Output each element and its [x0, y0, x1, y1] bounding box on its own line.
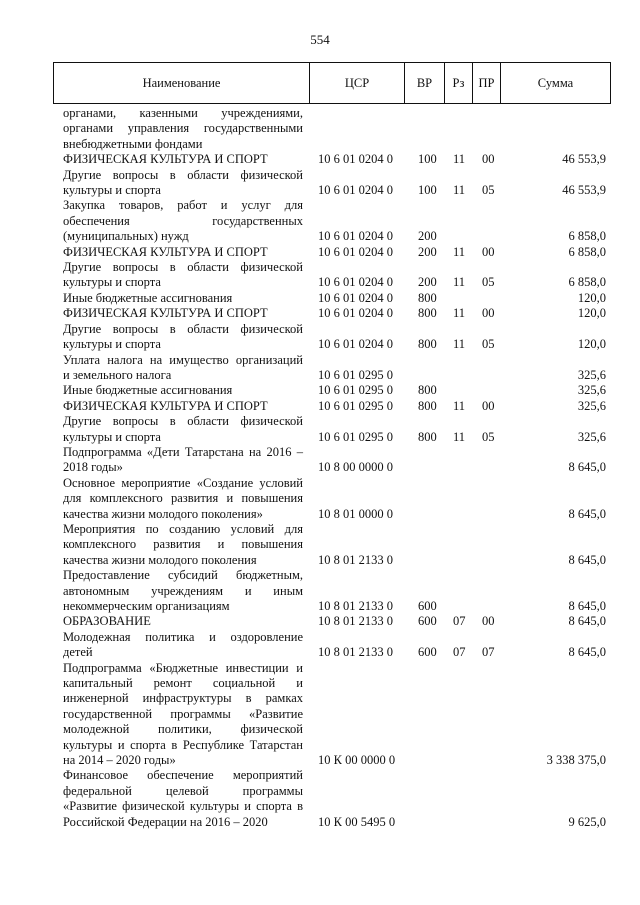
row-name [63, 106, 303, 152]
table-row [0, 414, 640, 445]
row-rz: 11 [453, 152, 466, 167]
row-sum: 120,0 [577, 290, 606, 305]
row-pr: 05 [482, 429, 495, 444]
row-csr: 10 6 01 0204 0 [318, 337, 393, 352]
row-sum: 325,6 [577, 429, 606, 444]
row-name-line: ФИЗИЧЕСКАЯ КУЛЬТУРА И СПОРТ [63, 306, 268, 321]
row-name [63, 630, 303, 661]
table-row [0, 614, 640, 629]
table-row [0, 661, 640, 769]
row-name-line: комплексного развития и повышения [63, 537, 303, 552]
header-sum: Сумма [537, 75, 574, 90]
table-row [0, 445, 640, 476]
row-sum: 8 645,0 [568, 506, 606, 521]
row-rz: 11 [453, 275, 466, 290]
row-name [63, 522, 303, 568]
row-vr: 800 [418, 290, 437, 305]
row-name-line: внебюджетными фондами [63, 136, 203, 151]
row-pr: 00 [482, 152, 495, 167]
table-row [0, 383, 640, 398]
row-name-line: Молодежная политика и оздоровление [63, 629, 303, 644]
row-sum: 8 645,0 [568, 460, 606, 475]
row-csr: 10 6 01 0295 0 [318, 398, 393, 413]
row-csr: 10 6 01 0204 0 [318, 244, 393, 259]
row-vr: 600 [418, 645, 437, 660]
row-sum: 325,6 [577, 367, 606, 382]
row-name-line: Мероприятия по созданию условий для [63, 521, 303, 536]
row-name-line: культуры и спорта [63, 429, 161, 444]
row-sum: 6 858,0 [568, 229, 606, 244]
row-name-line: на 2014 – 2020 годы» [63, 753, 176, 768]
row-rz: 11 [453, 244, 466, 259]
table-row [0, 476, 640, 522]
row-name [63, 414, 303, 445]
row-rz: 11 [453, 429, 466, 444]
row-name-line: культуры и спорта [63, 337, 161, 352]
row-name [63, 661, 303, 769]
row-csr: 10 6 01 0204 0 [318, 152, 393, 167]
row-vr: 200 [418, 244, 437, 259]
table-header [53, 62, 611, 104]
row-vr: 600 [418, 599, 437, 613]
row-name-line: Финансовое обеспечение мероприятий [63, 768, 303, 783]
header-csr: ЦСР [310, 63, 405, 103]
row-name-line: обеспечения государственных [63, 213, 303, 228]
row-name-line: ФИЗИЧЕСКАЯ КУЛЬТУРА И СПОРТ [63, 398, 268, 413]
table-row [0, 399, 640, 414]
row-pr: 05 [482, 183, 495, 198]
table-row [0, 353, 640, 384]
table-body [0, 106, 640, 830]
row-csr: 10 8 01 2133 0 [318, 552, 393, 567]
row-csr: 10 8 01 2133 0 [318, 645, 393, 660]
header-vr: ВР [405, 63, 445, 103]
row-name-line: органами управления государственными [63, 121, 303, 136]
row-vr: 100 [418, 152, 437, 167]
row-name-line: Предоставление субсидий бюджетным, [63, 568, 303, 583]
row-name-line: качества жизни молодого поколения» [63, 506, 263, 521]
table-row [0, 306, 640, 321]
row-vr: 600 [418, 614, 437, 629]
row-rz: 07 [453, 645, 466, 660]
row-name-line: ФИЗИЧЕСКАЯ КУЛЬТУРА И СПОРТ [63, 152, 268, 167]
row-name-line: культуры и спорта [63, 183, 161, 198]
row-vr: 800 [418, 398, 437, 413]
row-name [63, 568, 303, 614]
row-sum: 3 338 375,0 [546, 753, 606, 768]
table-row [0, 245, 640, 260]
row-name-line: молодежной политики, физической [63, 722, 303, 737]
row-name-line: 2018 годы» [63, 460, 123, 475]
header-rz: Рз [445, 63, 473, 103]
row-name [63, 306, 303, 321]
row-csr: 10 6 01 0295 0 [318, 383, 393, 398]
row-rz: 11 [453, 398, 466, 413]
row-name [63, 445, 303, 476]
row-sum: 8 645,0 [568, 645, 606, 660]
row-vr: 800 [418, 383, 437, 398]
table-row [0, 152, 640, 167]
row-name-line: качества жизни молодого поколения [63, 552, 257, 567]
row-csr: 10 8 00 0000 0 [318, 460, 393, 475]
row-sum: 325,6 [577, 398, 606, 413]
header-pr: ПР [473, 63, 501, 103]
row-sum: 120,0 [577, 337, 606, 352]
row-pr: 07 [482, 645, 495, 660]
row-name-line: и земельного налога [63, 367, 172, 382]
table-row [0, 630, 640, 661]
row-name [63, 476, 303, 522]
row-sum: 120,0 [577, 306, 606, 321]
row-name-line: (муниципальных) нужд [63, 229, 189, 244]
table-row [0, 568, 640, 614]
row-name-line: государственной программы «Развитие [63, 706, 303, 721]
row-pr: 00 [482, 244, 495, 259]
row-name [63, 152, 303, 167]
row-name-line: автономным учреждениям и иным [63, 583, 303, 598]
row-name-line: Другие вопросы в области физической [63, 260, 303, 275]
row-sum: 46 553,9 [562, 183, 606, 198]
row-name [63, 168, 303, 199]
row-name-line: культуры и спорта в Республике Татарстан [63, 737, 303, 752]
row-pr: 05 [482, 275, 495, 290]
row-sum: 6 858,0 [568, 275, 606, 290]
row-csr: 10 6 01 0204 0 [318, 229, 393, 244]
row-name-line: ОБРАЗОВАНИЕ [63, 614, 151, 629]
table-row [0, 198, 640, 244]
row-name-line: Российской Федерации на 2016 – 2020 [63, 814, 268, 829]
row-csr: 10 6 01 0204 0 [318, 290, 393, 305]
table-row [0, 322, 640, 353]
row-name-line: Иные бюджетные ассигнования [63, 383, 233, 398]
row-name-line: Другие вопросы в области физической [63, 167, 303, 182]
table-row [0, 260, 640, 291]
row-name [63, 353, 303, 384]
row-name-line: Другие вопросы в области физической [63, 414, 303, 429]
page-number: 554 [310, 32, 330, 47]
row-name [63, 768, 303, 830]
row-name [63, 245, 303, 260]
row-sum: 8 645,0 [568, 552, 606, 567]
row-name [63, 291, 303, 306]
row-pr: 00 [482, 398, 495, 413]
row-sum: 8 645,0 [568, 614, 606, 629]
row-name-line: некоммерческим организациям [63, 599, 230, 613]
row-name-line: Другие вопросы в области физической [63, 321, 303, 336]
row-rz: 11 [453, 183, 466, 198]
row-vr: 100 [418, 183, 437, 198]
header-name: Наименование [54, 63, 310, 103]
row-name-line: культуры и спорта [63, 275, 161, 290]
row-rz: 11 [453, 337, 466, 352]
row-sum: 325,6 [577, 383, 606, 398]
table-row [0, 768, 640, 830]
row-sum: 9 625,0 [568, 814, 606, 829]
row-name [63, 383, 303, 398]
row-name-line: Основное мероприятие «Создание условий [63, 475, 303, 490]
row-sum: 6 858,0 [568, 244, 606, 259]
row-name [63, 322, 303, 353]
row-vr: 800 [418, 306, 437, 321]
row-name [63, 198, 303, 244]
row-vr: 200 [418, 275, 437, 290]
row-name-line: «Развитие физической культуры и спорта в [63, 799, 303, 814]
row-sum: 8 645,0 [568, 599, 606, 613]
table-row [0, 291, 640, 306]
row-csr: 10 6 01 0204 0 [318, 306, 393, 321]
row-sum: 46 553,9 [562, 152, 606, 167]
row-csr: 10 К 00 5495 0 [318, 814, 396, 829]
row-vr: 200 [418, 229, 437, 244]
row-name-line: для комплексного развития и повышения [63, 491, 303, 506]
row-csr: 10 6 01 0204 0 [318, 183, 393, 198]
row-rz: 11 [453, 306, 466, 321]
row-name [63, 260, 303, 291]
row-csr: 10 8 01 2133 0 [318, 614, 393, 629]
row-name-line: инженерной инфраструктуры в рамках [63, 691, 303, 706]
row-pr: 00 [482, 306, 495, 321]
row-pr: 05 [482, 337, 495, 352]
row-name [63, 614, 303, 629]
row-name-line: Уплата налога на имущество организаций [63, 352, 303, 367]
row-name [63, 399, 303, 414]
row-name-line: ФИЗИЧЕСКАЯ КУЛЬТУРА И СПОРТ [63, 244, 268, 259]
row-name-line: детей [63, 645, 93, 660]
row-name-line: федеральной целевой программы [63, 783, 303, 798]
row-csr: 10 6 01 0295 0 [318, 367, 393, 382]
table-row [0, 168, 640, 199]
row-name-line: Подпрограмма «Бюджетные инвестиции и [63, 660, 303, 675]
row-csr: 10 6 01 0295 0 [318, 429, 393, 444]
row-name-line: капитальный ремонт социальной и [63, 676, 303, 691]
row-name-line: Закупка товаров, работ и услуг для [63, 198, 303, 213]
row-rz: 07 [453, 614, 466, 629]
row-csr: 10 К 00 0000 0 [318, 753, 396, 768]
row-csr: 10 8 01 2133 0 [318, 599, 393, 613]
row-name-line: органами, казенными учреждениями, [63, 106, 303, 120]
row-csr: 10 8 01 0000 0 [318, 506, 393, 521]
table-row [0, 522, 640, 568]
row-vr: 800 [418, 337, 437, 352]
row-name-line: Подпрограмма «Дети Татарстана на 2016 – [63, 444, 303, 459]
table-row [0, 106, 640, 152]
row-name-line: Иные бюджетные ассигнования [63, 290, 233, 305]
row-pr: 00 [482, 614, 495, 629]
row-csr: 10 6 01 0204 0 [318, 275, 393, 290]
row-vr: 800 [418, 429, 437, 444]
